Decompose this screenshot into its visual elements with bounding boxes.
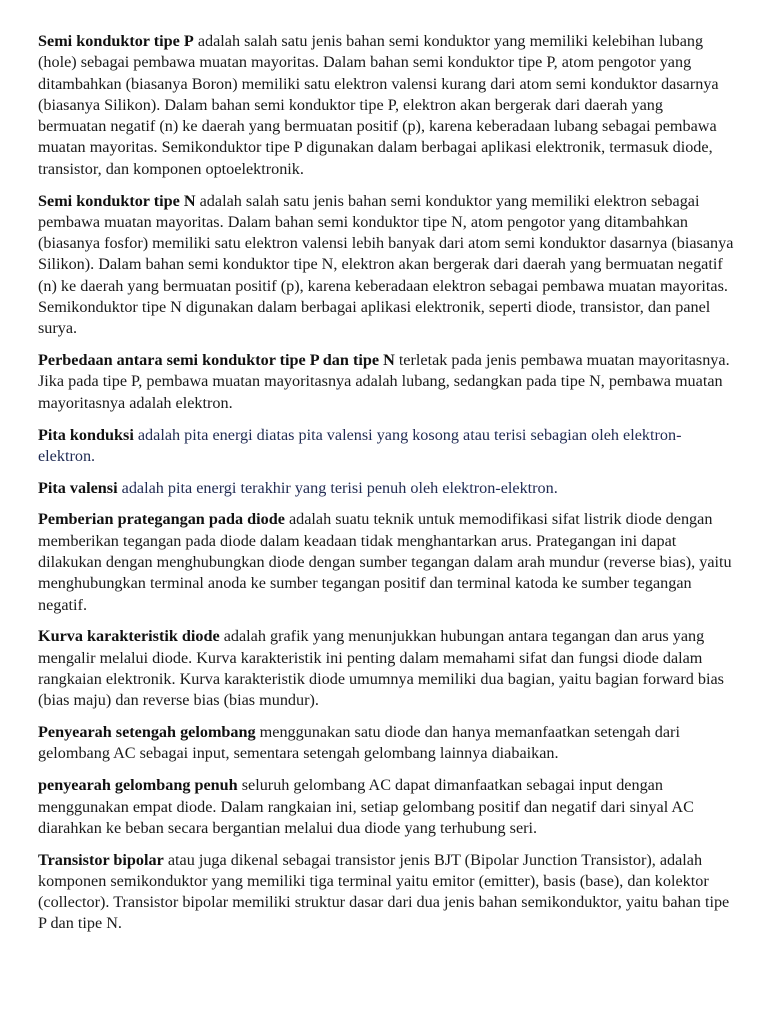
term-pita-valensi: Pita valensi — [38, 478, 118, 497]
paragraph-penyearah-setengah-gelombang — [38, 722, 734, 765]
document-page — [38, 31, 734, 945]
definition-prategangan-diode: adalah suatu teknik untuk memodifikasi sifat listrik diode dengan memberikan tegangan pada diode dalam keadaan tidak menghantarkan arus. Prategangan ini dapat dilakukan dengan menghubungkan diode dengan sumber tegangan dalam arah mundur (reverse bias), yaitu menghubungkan terminal anoda ke sumber tegangan positif dan terminal katoda ke sumber tegangan negatif. — [38, 510, 732, 614]
paragraph-kurva-karakteristik-diode — [38, 626, 734, 711]
term-penyearah-setengah-gelombang: Penyearah setengah gelombang — [38, 723, 256, 742]
term-semikonduktor-tipe-n: Semi konduktor tipe N — [38, 191, 196, 210]
paragraph-transistor-bipolar — [38, 850, 734, 935]
paragraph-semikonduktor-tipe-n — [38, 191, 734, 340]
definition-perbedaan-tipe-p-n: terletak pada jenis pembawa muatan mayoritasnya. Jika pada tipe P, pembawa muatan mayoritasnya adalah lubang, sedangkan pada tipe N, pembawa muatan mayoritasnya adalah elektron. — [38, 351, 730, 412]
term-penyearah-gelombang-penuh: penyearah gelombang penuh — [38, 776, 238, 795]
definition-semikonduktor-tipe-n: adalah salah satu jenis bahan semi konduktor yang memiliki elektron sebagai pembawa muatan mayoritas. Dalam bahan semi konduktor tipe N, atom pengotor yang ditambahkan (biasanya fosfor) memiliki satu elektron valensi lebih banyak dari atom semi konduktor dasarnya (biasanya Silikon). Dalam bahan semi konduktor tipe N, elektron akan bergerak dari daerah yang bermuatan negatif (n) ke daerah yang bermuatan positif (p), karena keberadaan elektron sebagai pembawa muatan mayoritas. Semikonduktor tipe N digunakan dalam berbagai aplikasi elektronik, seperti diode, transistor, dan panel surya. — [38, 191, 734, 338]
paragraph-pita-konduksi — [38, 425, 734, 468]
definition-pita-konduksi: adalah pita energi diatas pita valensi yang kosong atau terisi sebagian oleh elektron- elektron. — [38, 425, 682, 465]
paragraph-prategangan-diode — [38, 509, 734, 615]
term-transistor-bipolar: Transistor bipolar — [38, 850, 164, 869]
definition-kurva-karakteristik-diode: adalah grafik yang menunjukkan hubungan antara tegangan dan arus yang mengalir melalui diode. Kurva karakteristik ini penting dalam memahami sifat dan fungsi diode dalam rangkaian elektronik. Kurva karakteristik diode umumnya memiliki dua bagian, yaitu bagian forward bias (bias maju) dan reverse bias (bias mundur). — [38, 627, 724, 710]
term-kurva-karakteristik-diode: Kurva karakteristik diode — [38, 627, 220, 646]
term-prategangan-diode: Pemberian prategangan pada diode — [38, 510, 285, 529]
term-semikonduktor-tipe-p: Semi konduktor tipe P — [38, 32, 194, 50]
paragraph-semikonduktor-tipe-p — [38, 31, 734, 180]
term-pita-konduksi: Pita konduksi — [38, 425, 134, 444]
definition-pita-valensi: adalah pita energi terakhir yang terisi penuh oleh elektron-elektron. — [117, 478, 558, 497]
term-perbedaan-tipe-p-n: Perbedaan antara semi konduktor tipe P dan tipe N — [38, 351, 395, 370]
definition-penyearah-setengah-gelombang: menggunakan satu diode dan hanya memanfaatkan setengah dari gelombang AC sebagai input, sementara setengah gelombang lainnya diabaikan. — [38, 723, 680, 763]
definition-penyearah-gelombang-penuh: seluruh gelombang AC dapat dimanfaatkan sebagai input dengan menggunakan empat diode. Dalam rangkaian ini, setiap gelombang positif dan negatif dari sinyal AC diarahkan ke beban secara bergantian melalui dua diode yang terhubung seri. — [38, 776, 694, 837]
definition-transistor-bipolar: atau juga dikenal sebagai transistor jenis BJT (Bipolar Junction Transistor), adalah komponen semikonduktor yang memiliki tiga terminal yaitu emitor (emitter), basis (base), dan kolektor (collector). Transistor bipolar memiliki struktur dasar dari dua jenis bahan semikonduktor, yaitu bahan tipe P dan tipe N. — [38, 850, 730, 933]
paragraph-penyearah-gelombang-penuh — [38, 775, 734, 839]
definition-semikonduktor-tipe-p: adalah salah satu jenis bahan semi konduktor yang memiliki kelebihan lubang (hole) sebagai pembawa muatan mayoritas. Dalam bahan semi konduktor tipe P, atom pengotor yang ditambahkan (biasanya Boron) memiliki satu elektron valensi kurang dari atom semi konduktor dasarnya (biasanya Silikon). Dalam bahan semi konduktor tipe P, elektron akan bergerak dari daerah yang bermuatan negatif (n) ke daerah yang bermuatan positif (p), karena keberadaan lubang sebagai pembawa muatan mayoritas. Semikonduktor tipe P digunakan dalam berbagai aplikasi elektronik, termasuk diode, transistor, dan komponen optoelektronik. — [38, 32, 719, 178]
paragraph-pita-valensi — [38, 478, 734, 499]
paragraph-perbedaan-tipe-p-n — [38, 350, 734, 414]
